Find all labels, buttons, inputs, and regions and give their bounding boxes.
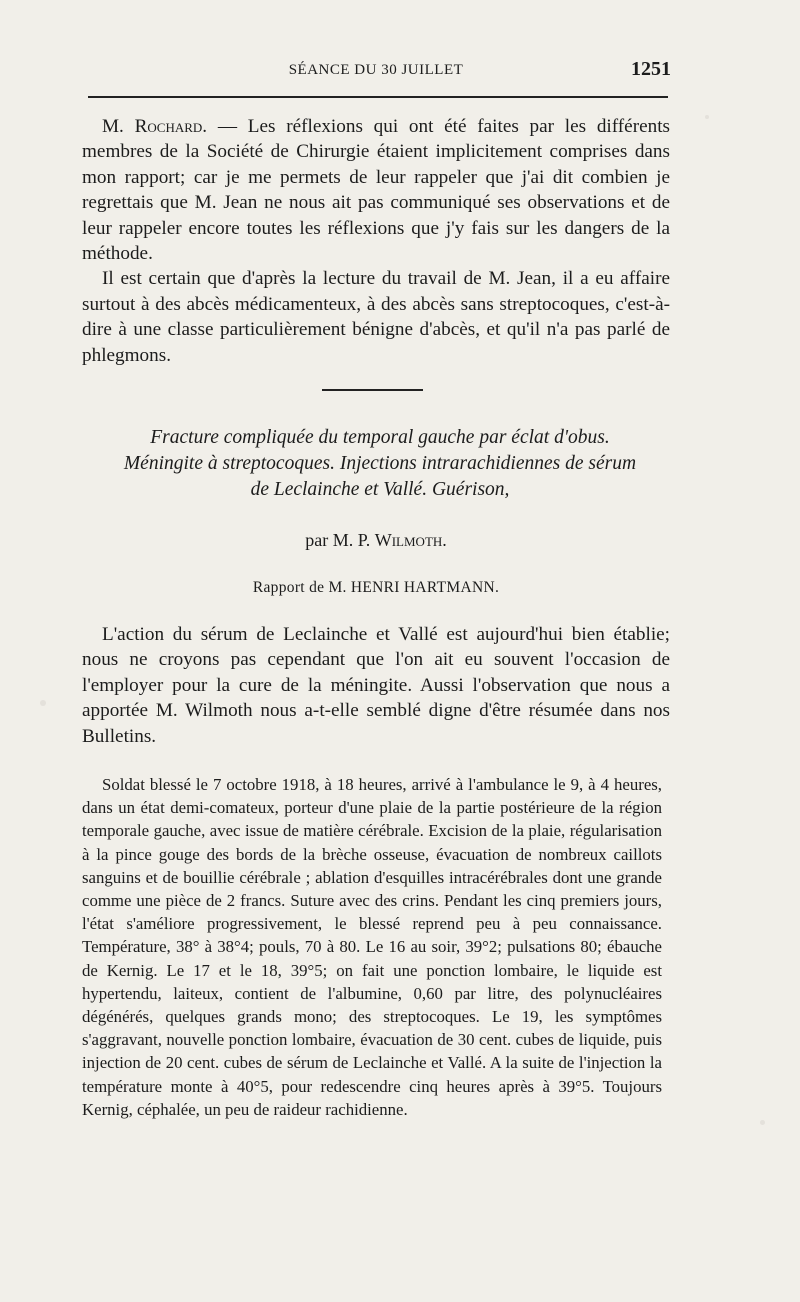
- article-intro: [82, 622, 670, 749]
- title-line: Fracture compliquée du temporal gauche par éclat d'obus.: [150, 427, 610, 448]
- intro-paragraph: L'action du sérum de Leclainche et Vallé est aujourd'hui bien établie; nous ne croyons pas cependant que l'on ait eu souvent l'occasion de l'employer pour la cure de la méningite. Aussi l'observation que nous a apportée M. Wilmoth nous a-t-elle semblé digne d'être résumée dans nos Bulletins.: [82, 624, 670, 747]
- paragraph-rochard: [82, 114, 670, 266]
- speaker-name: M. Rochard.: [102, 116, 208, 137]
- page-number: 1251: [631, 58, 671, 80]
- running-header: [82, 58, 670, 86]
- section-separator: [322, 389, 423, 391]
- observation-paragraph: Soldat blessé le 7 octobre 1918, à 18 heures, arrivé à l'ambulance le 9, à 4 heures, dans un état demi-comateux, porteur d'une plaie de la partie postérieure de la région temporale gauche, avec issue de matière cérébrale. Excision de la plaie, régularisation à la pince gouge des bords de la brèche osseuse, évacuation de nombreux caillots sanguins et de bouillie cérébrale ; ablation d'esquilles intracérébrales dont une grande comme une pièce de 2 francs. Suture avec des crins. Pendant les cinq premiers jours, l'état s'améliore progressivement, le blessé reprend peu à peu connaissance. Température, 38° à 38°4; pouls, 70 à 80. Le 16 au soir, 39°2; pulsations 80; ébauche de Kernig. Le 17 et le 18, 39°5; on fait une ponction lombaire, le liquide est hypertendu, laiteux, contient de l'albumine, 0,60 par litre, des polynucléaires dégénérés, quelques grands mono; des streptocoques. Le 19, les symptômes s'aggravant, nouvelle ponction lombaire, évacuation de 30 cent. cubes de liquide, puis injection de 20 cent. cubes de sérum de Leclainche et Vallé. A la suite de l'injection la température monte à 40°5, pour redescendre cinq heures après à 39°5. Toujours Kernig, céphalée, un peu de raideur rachidienne.: [82, 775, 662, 1119]
- discussion-section: [82, 114, 670, 368]
- rapport-line: Rapport de M. HENRI HARTMANN.: [252, 579, 500, 596]
- paper-speck: [40, 700, 46, 706]
- title-line: Méningite à streptocoques. Injections intrarachidiennes de sérum: [123, 453, 637, 474]
- article-author: [82, 530, 670, 551]
- header-rule: [88, 96, 668, 98]
- paper-speck: [705, 115, 709, 119]
- author-prefix: par M. P.: [305, 530, 375, 550]
- author-name: Wilmoth.: [374, 530, 447, 550]
- paper-speck: [760, 1120, 765, 1125]
- title-line: de Leclainche et Vallé. Guérison,: [250, 479, 510, 500]
- article-title: [90, 425, 670, 503]
- paragraph-jean: Il est certain que d'après la lecture du travail de M. Jean, il a eu affaire surtout à des abcès médicamenteux, à des abcès sans streptocoques, c'est-à-dire à une classe particulièrement bénigne d'abcès, et qu'il n'a pas parlé de phlegmons.: [82, 268, 670, 366]
- running-title: SÉANCE DU 30 JUILLET: [288, 62, 464, 78]
- paragraph-text: — Les réflexions qui ont été faites par les différents membres de la Société de Chirurgie étaient implicitement comprises dans mon rapport; car je me permets de leur rappeler que j'ai dit combien je regrettais que M. Jean ne nous ait pas communiqué ses observations et de leur rappeler encore toutes les réflexions que j'y fais sur les dangers de la méthode.: [82, 116, 670, 265]
